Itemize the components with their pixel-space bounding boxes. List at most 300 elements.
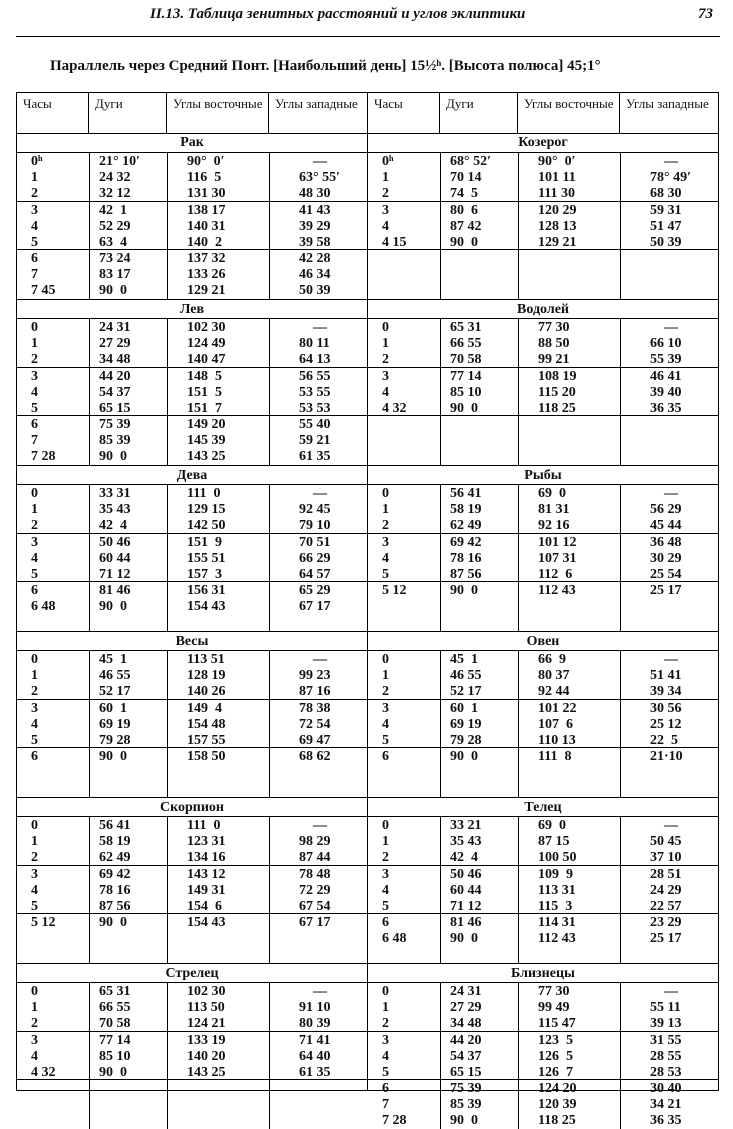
- cell-arcs: 90 0: [450, 583, 478, 598]
- cell-hours: 5: [31, 733, 38, 748]
- cell-west: 66 10: [650, 336, 682, 351]
- cell-arcs: 54 37: [450, 1049, 482, 1064]
- cell-west: 72 29: [299, 883, 331, 898]
- cell-hours: 2: [382, 1016, 389, 1031]
- cell-hours: 5: [382, 1065, 389, 1080]
- cell-west: 25 17: [650, 931, 682, 946]
- cell-west: 53 55: [299, 385, 331, 400]
- cell-hours: 5: [382, 733, 389, 748]
- cell-east: 118 25: [538, 1113, 576, 1128]
- table-row: [368, 668, 718, 684]
- row-group: [17, 1031, 367, 1080]
- cell-hours: 5: [382, 899, 389, 914]
- cell-west: 59 21: [299, 433, 331, 448]
- cell-hours: 1: [31, 502, 38, 517]
- cell-hours: 1: [31, 336, 38, 351]
- cell-arcs: 21° 10′: [99, 154, 141, 169]
- sign-section: [17, 299, 367, 465]
- table-row: [368, 502, 718, 518]
- cell-hours: 6: [31, 417, 38, 432]
- table-row: [17, 867, 367, 883]
- table-row: [368, 1033, 718, 1049]
- cell-east: 87 15: [538, 834, 570, 849]
- table-left-half: [16, 92, 368, 1091]
- cell-arcs: 90 0: [99, 283, 127, 298]
- row-group: [17, 651, 367, 699]
- table-row: [368, 486, 718, 502]
- cell-west: 50 39: [650, 235, 682, 250]
- sign-title: Рак: [17, 133, 367, 153]
- cell-west: 65 29: [299, 583, 331, 598]
- row-group: [17, 913, 367, 962]
- cell-west: —: [664, 652, 678, 667]
- cell-hours: 0: [382, 984, 389, 999]
- cell-east: 155 51: [187, 551, 226, 566]
- sign-section: [368, 299, 718, 465]
- cell-arcs: 81 46: [450, 915, 482, 930]
- cell-hours: 0ʰ: [382, 154, 394, 169]
- cell-arcs: 52 29: [99, 219, 131, 234]
- cell-east: 149 4: [187, 701, 222, 716]
- cell-east: 128 13: [538, 219, 577, 234]
- table-row: [368, 583, 718, 599]
- cell-hours: 3: [31, 535, 38, 550]
- table-row: [368, 385, 718, 401]
- sign-section: [17, 631, 367, 797]
- cell-arcs: 46 55: [450, 668, 482, 683]
- row-group: [17, 153, 367, 201]
- table-row: [17, 219, 367, 235]
- cell-arcs: 87 56: [450, 567, 482, 582]
- cell-arcs: 27 29: [450, 1000, 482, 1015]
- cell-west: 23 29: [650, 915, 682, 930]
- cell-east: 140 31: [187, 219, 226, 234]
- cell-west: 87 44: [299, 850, 331, 865]
- cell-hours: 2: [382, 518, 389, 533]
- table-row: [17, 915, 367, 931]
- cell-west: —: [664, 154, 678, 169]
- cell-west: 80 39: [299, 1016, 331, 1031]
- cell-east: 112 43: [538, 583, 576, 598]
- cell-arcs: 90 0: [450, 1113, 478, 1128]
- table-row: [368, 1016, 718, 1032]
- cell-west: 39 13: [650, 1016, 682, 1031]
- row-group: [368, 367, 718, 416]
- cell-arcs: 58 19: [99, 834, 131, 849]
- col-header-east: Углы восточные: [518, 93, 620, 133]
- row-group: [368, 415, 718, 464]
- cell-hours: 0: [382, 486, 389, 501]
- cell-east: 66 9: [538, 652, 566, 667]
- cell-east: 102 30: [187, 984, 226, 999]
- table-row: [17, 170, 367, 186]
- cell-east: 145 39: [187, 433, 226, 448]
- cell-arcs: 66 55: [99, 1000, 131, 1015]
- cell-east: 151 5: [187, 385, 222, 400]
- cell-hours: 2: [31, 518, 38, 533]
- table-row: [17, 668, 367, 684]
- cell-east: 134 16: [187, 850, 226, 865]
- cell-west: 37 10: [650, 850, 682, 865]
- cell-west: 36 35: [650, 401, 682, 416]
- cell-east: 99 49: [538, 1000, 570, 1015]
- cell-hours: 4: [31, 883, 38, 898]
- table-row: [368, 154, 718, 170]
- cell-arcs: 79 28: [99, 733, 131, 748]
- cell-arcs: 90 0: [450, 401, 478, 416]
- cell-hours: 1: [31, 170, 38, 185]
- cell-west: 91 10: [299, 1000, 331, 1015]
- sign-section: [17, 797, 367, 963]
- col-header-west: Углы западные: [275, 96, 358, 111]
- table-row: [17, 1049, 367, 1065]
- cell-east: 90° 0′: [538, 154, 576, 169]
- cell-hours: 4: [382, 219, 389, 234]
- cell-arcs: 70 14: [450, 170, 482, 185]
- row-group: [17, 747, 367, 796]
- cell-east: 109 9: [538, 867, 573, 882]
- cell-hours: 1: [382, 336, 389, 351]
- cell-east: 112 43: [538, 931, 576, 946]
- row-group: [17, 699, 367, 748]
- table-row: [368, 170, 718, 186]
- cell-west: —: [313, 154, 327, 169]
- col-header-west: Углы западные: [626, 96, 709, 111]
- cell-west: 80 11: [299, 336, 330, 351]
- cell-arcs: 75 39: [450, 1081, 482, 1096]
- cell-west: 30 56: [650, 701, 682, 716]
- table-row: [17, 551, 367, 567]
- cell-hours: 3: [31, 701, 38, 716]
- table-row: [17, 1033, 367, 1049]
- cell-arcs: 27 29: [99, 336, 131, 351]
- cell-east: 129 21: [538, 235, 577, 250]
- table-row: [17, 449, 367, 465]
- cell-hours: 3: [382, 535, 389, 550]
- cell-arcs: 52 17: [450, 684, 482, 699]
- cell-west: 66 29: [299, 551, 331, 566]
- cell-arcs: 52 17: [99, 684, 131, 699]
- cell-east: 129 15: [187, 502, 226, 517]
- col-header-arcs: Дуги: [440, 93, 518, 133]
- cell-arcs: 69 42: [450, 535, 482, 550]
- col-header-hours: Часы: [368, 93, 440, 133]
- cell-hours: 3: [382, 701, 389, 716]
- cell-west: 50 39: [299, 283, 331, 298]
- cell-arcs: 90 0: [450, 931, 478, 946]
- cell-hours: 1: [382, 1000, 389, 1015]
- cell-east: 90° 0′: [187, 154, 225, 169]
- cell-hours: 3: [31, 203, 38, 218]
- table-row: [368, 931, 718, 947]
- cell-arcs: 35 43: [450, 834, 482, 849]
- cell-east: 151 9: [187, 535, 222, 550]
- cell-east: 143 25: [187, 1065, 226, 1080]
- cell-east: 113 51: [187, 652, 225, 667]
- cell-east: 143 12: [187, 867, 226, 882]
- cell-arcs: 80 6: [450, 203, 478, 218]
- row-group: [368, 747, 718, 796]
- cell-east: 140 20: [187, 1049, 226, 1064]
- cell-arcs: 69 19: [450, 717, 482, 732]
- cell-west: 21·10: [650, 749, 683, 764]
- cell-west: 55 40: [299, 417, 331, 432]
- cell-east: 118 25: [538, 401, 576, 416]
- row-group: [17, 983, 367, 1031]
- cell-hours: 4: [382, 1049, 389, 1064]
- cell-arcs: 85 10: [450, 385, 482, 400]
- cell-west: 30 29: [650, 551, 682, 566]
- cell-east: 124 49: [187, 336, 226, 351]
- row-group: [368, 533, 718, 582]
- sign-title: Телец: [368, 797, 718, 817]
- table-row: [368, 850, 718, 866]
- cell-west: 25 17: [650, 583, 682, 598]
- cell-arcs: 34 48: [450, 1016, 482, 1031]
- sign-title: Овен: [368, 631, 718, 651]
- table-row: [368, 684, 718, 700]
- table-row: [17, 749, 367, 765]
- cell-hours: 7 45: [31, 283, 56, 298]
- cell-east: 140 2: [187, 235, 222, 250]
- cell-east: 142 50: [187, 518, 226, 533]
- cell-arcs: 34 48: [99, 352, 131, 367]
- cell-arcs: 81 46: [99, 583, 131, 598]
- cell-hours: 7: [31, 267, 38, 282]
- cell-arcs: 78 16: [99, 883, 131, 898]
- cell-east: 81 31: [538, 502, 570, 517]
- cell-hours: 5: [31, 401, 38, 416]
- cell-west: 28 55: [650, 1049, 682, 1064]
- table-row: [17, 283, 367, 299]
- cell-east: 107 6: [538, 717, 573, 732]
- cell-west: —: [313, 486, 327, 501]
- cell-east: 77 30: [538, 984, 570, 999]
- cell-hours: 7 28: [31, 449, 56, 464]
- cell-hours: 0: [31, 652, 38, 667]
- cell-arcs: 45 1: [99, 652, 127, 667]
- cell-hours: 3: [31, 867, 38, 882]
- cell-arcs: 35 43: [99, 502, 131, 517]
- cell-east: 154 43: [187, 599, 226, 614]
- cell-east: 101 22: [538, 701, 577, 716]
- row-group: [368, 319, 718, 367]
- row-group: [368, 913, 718, 962]
- table-row: [368, 1113, 718, 1129]
- cell-arcs: 60 44: [99, 551, 131, 566]
- row-group: [17, 319, 367, 367]
- page-number: 73: [698, 6, 713, 22]
- cell-hours: 4: [31, 385, 38, 400]
- cell-west: 39 29: [299, 219, 331, 234]
- cell-east: 154 43: [187, 915, 226, 930]
- table-row: [17, 717, 367, 733]
- cell-hours: 0ʰ: [31, 154, 43, 169]
- cell-east: 143 25: [187, 449, 226, 464]
- cell-arcs: 50 46: [99, 535, 131, 550]
- cell-west: —: [313, 652, 327, 667]
- cell-hours: 6 48: [382, 931, 407, 946]
- cell-east: 157 55: [187, 733, 226, 748]
- cell-west: —: [313, 984, 327, 999]
- cell-east: 154 6: [187, 899, 222, 914]
- cell-east: 126 5: [538, 1049, 573, 1064]
- row-group: [17, 533, 367, 582]
- cell-arcs: 87 56: [99, 899, 131, 914]
- col-header-hours: Часы: [17, 93, 89, 133]
- cell-arcs: 90 0: [99, 749, 127, 764]
- cell-east: 102 30: [187, 320, 226, 335]
- cell-east: 114 31: [538, 915, 576, 930]
- row-group: [17, 367, 367, 416]
- cell-east: 115 47: [538, 1016, 576, 1031]
- row-group: [17, 201, 367, 250]
- cell-east: 148 5: [187, 369, 222, 384]
- cell-hours: 4: [31, 551, 38, 566]
- table-row: [368, 834, 718, 850]
- cell-east: 128 19: [187, 668, 226, 683]
- cell-west: 99 23: [299, 668, 331, 683]
- table-row: [368, 219, 718, 235]
- cell-arcs: 85 10: [99, 1049, 131, 1064]
- cell-arcs: 58 19: [450, 502, 482, 517]
- cell-arcs: 62 49: [450, 518, 482, 533]
- running-head: II.13. Таблица зенитных расстояний и углов эклиптики: [150, 6, 526, 22]
- cell-west: 45 44: [650, 518, 682, 533]
- table-row: [368, 1049, 718, 1065]
- cell-hours: 7: [382, 1097, 389, 1112]
- header-rule: [16, 36, 720, 37]
- cell-arcs: 33 31: [99, 486, 131, 501]
- cell-arcs: 24 31: [450, 984, 482, 999]
- cell-arcs: 79 28: [450, 733, 482, 748]
- cell-arcs: 62 49: [99, 850, 131, 865]
- cell-hours: 4: [382, 551, 389, 566]
- cell-west: 34 21: [650, 1097, 682, 1112]
- cell-hours: 5 12: [31, 915, 56, 930]
- cell-hours: 0: [382, 818, 389, 833]
- cell-west: 51 47: [650, 219, 682, 234]
- cell-west: 28 51: [650, 867, 682, 882]
- cell-arcs: 73 24: [99, 251, 131, 266]
- sign-section: [368, 797, 718, 963]
- cell-arcs: 85 39: [450, 1097, 482, 1112]
- cell-east: 124 20: [538, 1081, 577, 1096]
- cell-east: 111 0: [187, 818, 221, 833]
- cell-east: 112 6: [538, 567, 573, 582]
- cell-east: 149 20: [187, 417, 226, 432]
- table-row: [17, 984, 367, 1000]
- cell-hours: 3: [382, 369, 389, 384]
- cell-arcs: 56 41: [450, 486, 482, 501]
- cell-west: 98 29: [299, 834, 331, 849]
- cell-east: 140 26: [187, 684, 226, 699]
- table-row: [368, 352, 718, 368]
- cell-hours: 4: [382, 717, 389, 732]
- cell-east: 108 19: [538, 369, 577, 384]
- cell-east: 149 31: [187, 883, 226, 898]
- cell-arcs: 45 1: [450, 652, 478, 667]
- cell-east: 154 48: [187, 717, 226, 732]
- table-row: [17, 535, 367, 551]
- cell-hours: 4: [31, 717, 38, 732]
- cell-arcs: 85 39: [99, 433, 131, 448]
- cell-hours: 2: [31, 1016, 38, 1031]
- cell-west: 92 45: [299, 502, 331, 517]
- cell-west: 64 40: [299, 1049, 331, 1064]
- row-group: [17, 485, 367, 533]
- cell-hours: 0: [31, 818, 38, 833]
- cell-west: 64 57: [299, 567, 331, 582]
- cell-arcs: 60 1: [99, 701, 127, 716]
- cell-arcs: 77 14: [99, 1033, 131, 1048]
- cell-west: 31 55: [650, 1033, 682, 1048]
- cell-east: 123 31: [187, 834, 226, 849]
- sign-section: [17, 465, 367, 631]
- table-row: [17, 883, 367, 899]
- table-row: [17, 251, 367, 267]
- cell-east: 126 7: [538, 1065, 573, 1080]
- cell-arcs: 56 41: [99, 818, 131, 833]
- table-row: [17, 684, 367, 700]
- cell-arcs: 83 17: [99, 267, 131, 282]
- cell-west: 48 30: [299, 186, 331, 201]
- sign-title: Дева: [17, 465, 367, 485]
- cell-arcs: 78 16: [450, 551, 482, 566]
- cell-west: 46 34: [299, 267, 331, 282]
- row-group: [368, 699, 718, 748]
- table-row: [17, 850, 367, 866]
- cell-arcs: 65 31: [99, 984, 131, 999]
- cell-west: 39 34: [650, 684, 682, 699]
- cell-east: 88 50: [538, 336, 570, 351]
- row-group: [368, 817, 718, 865]
- cell-hours: 2: [382, 850, 389, 865]
- table-row: [17, 518, 367, 534]
- col-header-arcs: Дуги: [89, 93, 167, 133]
- cell-hours: 5: [382, 567, 389, 582]
- cell-east: 99 21: [538, 352, 570, 367]
- table-row: [17, 834, 367, 850]
- table-row: [17, 583, 367, 599]
- table-row: [368, 320, 718, 336]
- cell-hours: 1: [31, 834, 38, 849]
- cell-hours: 6: [31, 251, 38, 266]
- cell-east: 129 21: [187, 283, 226, 298]
- cell-hours: 2: [382, 352, 389, 367]
- cell-east: 92 44: [538, 684, 570, 699]
- row-group: [368, 581, 718, 630]
- cell-east: 113 50: [187, 1000, 225, 1015]
- cell-hours: 3: [31, 1033, 38, 1048]
- cell-arcs: 60 1: [450, 701, 478, 716]
- cell-west: 67 54: [299, 899, 331, 914]
- cell-east: 77 30: [538, 320, 570, 335]
- cell-east: 100 50: [538, 850, 577, 865]
- cell-hours: 4 32: [382, 401, 407, 416]
- cell-hours: 6: [31, 749, 38, 764]
- cell-west: 61 35: [299, 449, 331, 464]
- cell-arcs: 90 0: [450, 235, 478, 250]
- cell-hours: 0: [382, 320, 389, 335]
- cell-arcs: 90 0: [99, 599, 127, 614]
- cell-hours: 0: [31, 984, 38, 999]
- row-group: [17, 865, 367, 914]
- cell-hours: 2: [382, 186, 389, 201]
- cell-west: —: [664, 818, 678, 833]
- table-row: [17, 652, 367, 668]
- sign-title: Лев: [17, 299, 367, 319]
